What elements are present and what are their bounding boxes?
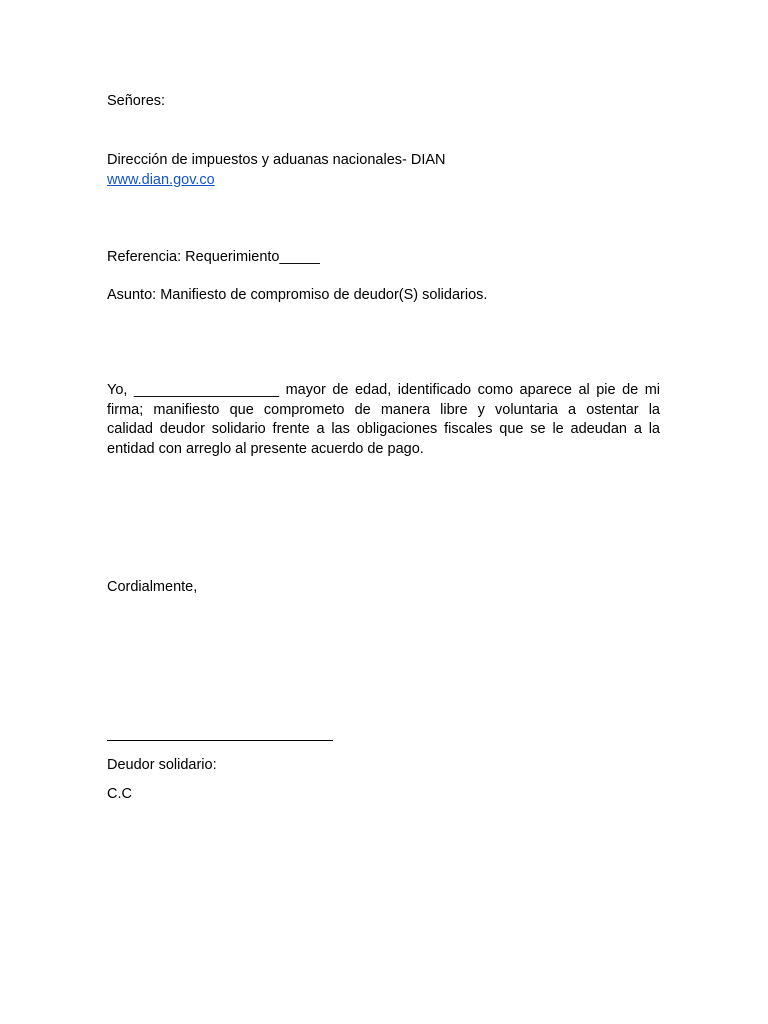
- subject-line: Asunto: Manifiesto de compromiso de deudor(S) solidarios.: [107, 287, 488, 303]
- signature-line: [107, 740, 333, 741]
- signature-role: Deudor solidario:: [107, 757, 217, 773]
- website-link[interactable]: www.dian.gov.co: [107, 172, 215, 188]
- reference-line: Referencia: Requerimiento_____: [107, 249, 320, 265]
- salutation: Señores:: [107, 93, 166, 109]
- closing: Cordialmente,: [107, 579, 198, 595]
- body-paragraph: [107, 381, 660, 459]
- body-line: calidad deudor solidario frente a las obligaciones fiscales que se le adeudan a la: [107, 421, 660, 437]
- id-label: C.C: [107, 786, 132, 802]
- body-line: Yo, __________________ mayor de edad, identificado como aparece al pie de mi: [107, 382, 660, 398]
- recipient-name: Dirección de impuestos y aduanas nacionales- DIAN: [107, 152, 446, 168]
- body-line: entidad con arreglo al presente acuerdo de pago.: [107, 440, 424, 457]
- body-line: firma; manifiesto que comprometo de manera libre y voluntaria a ostentar la: [107, 401, 660, 418]
